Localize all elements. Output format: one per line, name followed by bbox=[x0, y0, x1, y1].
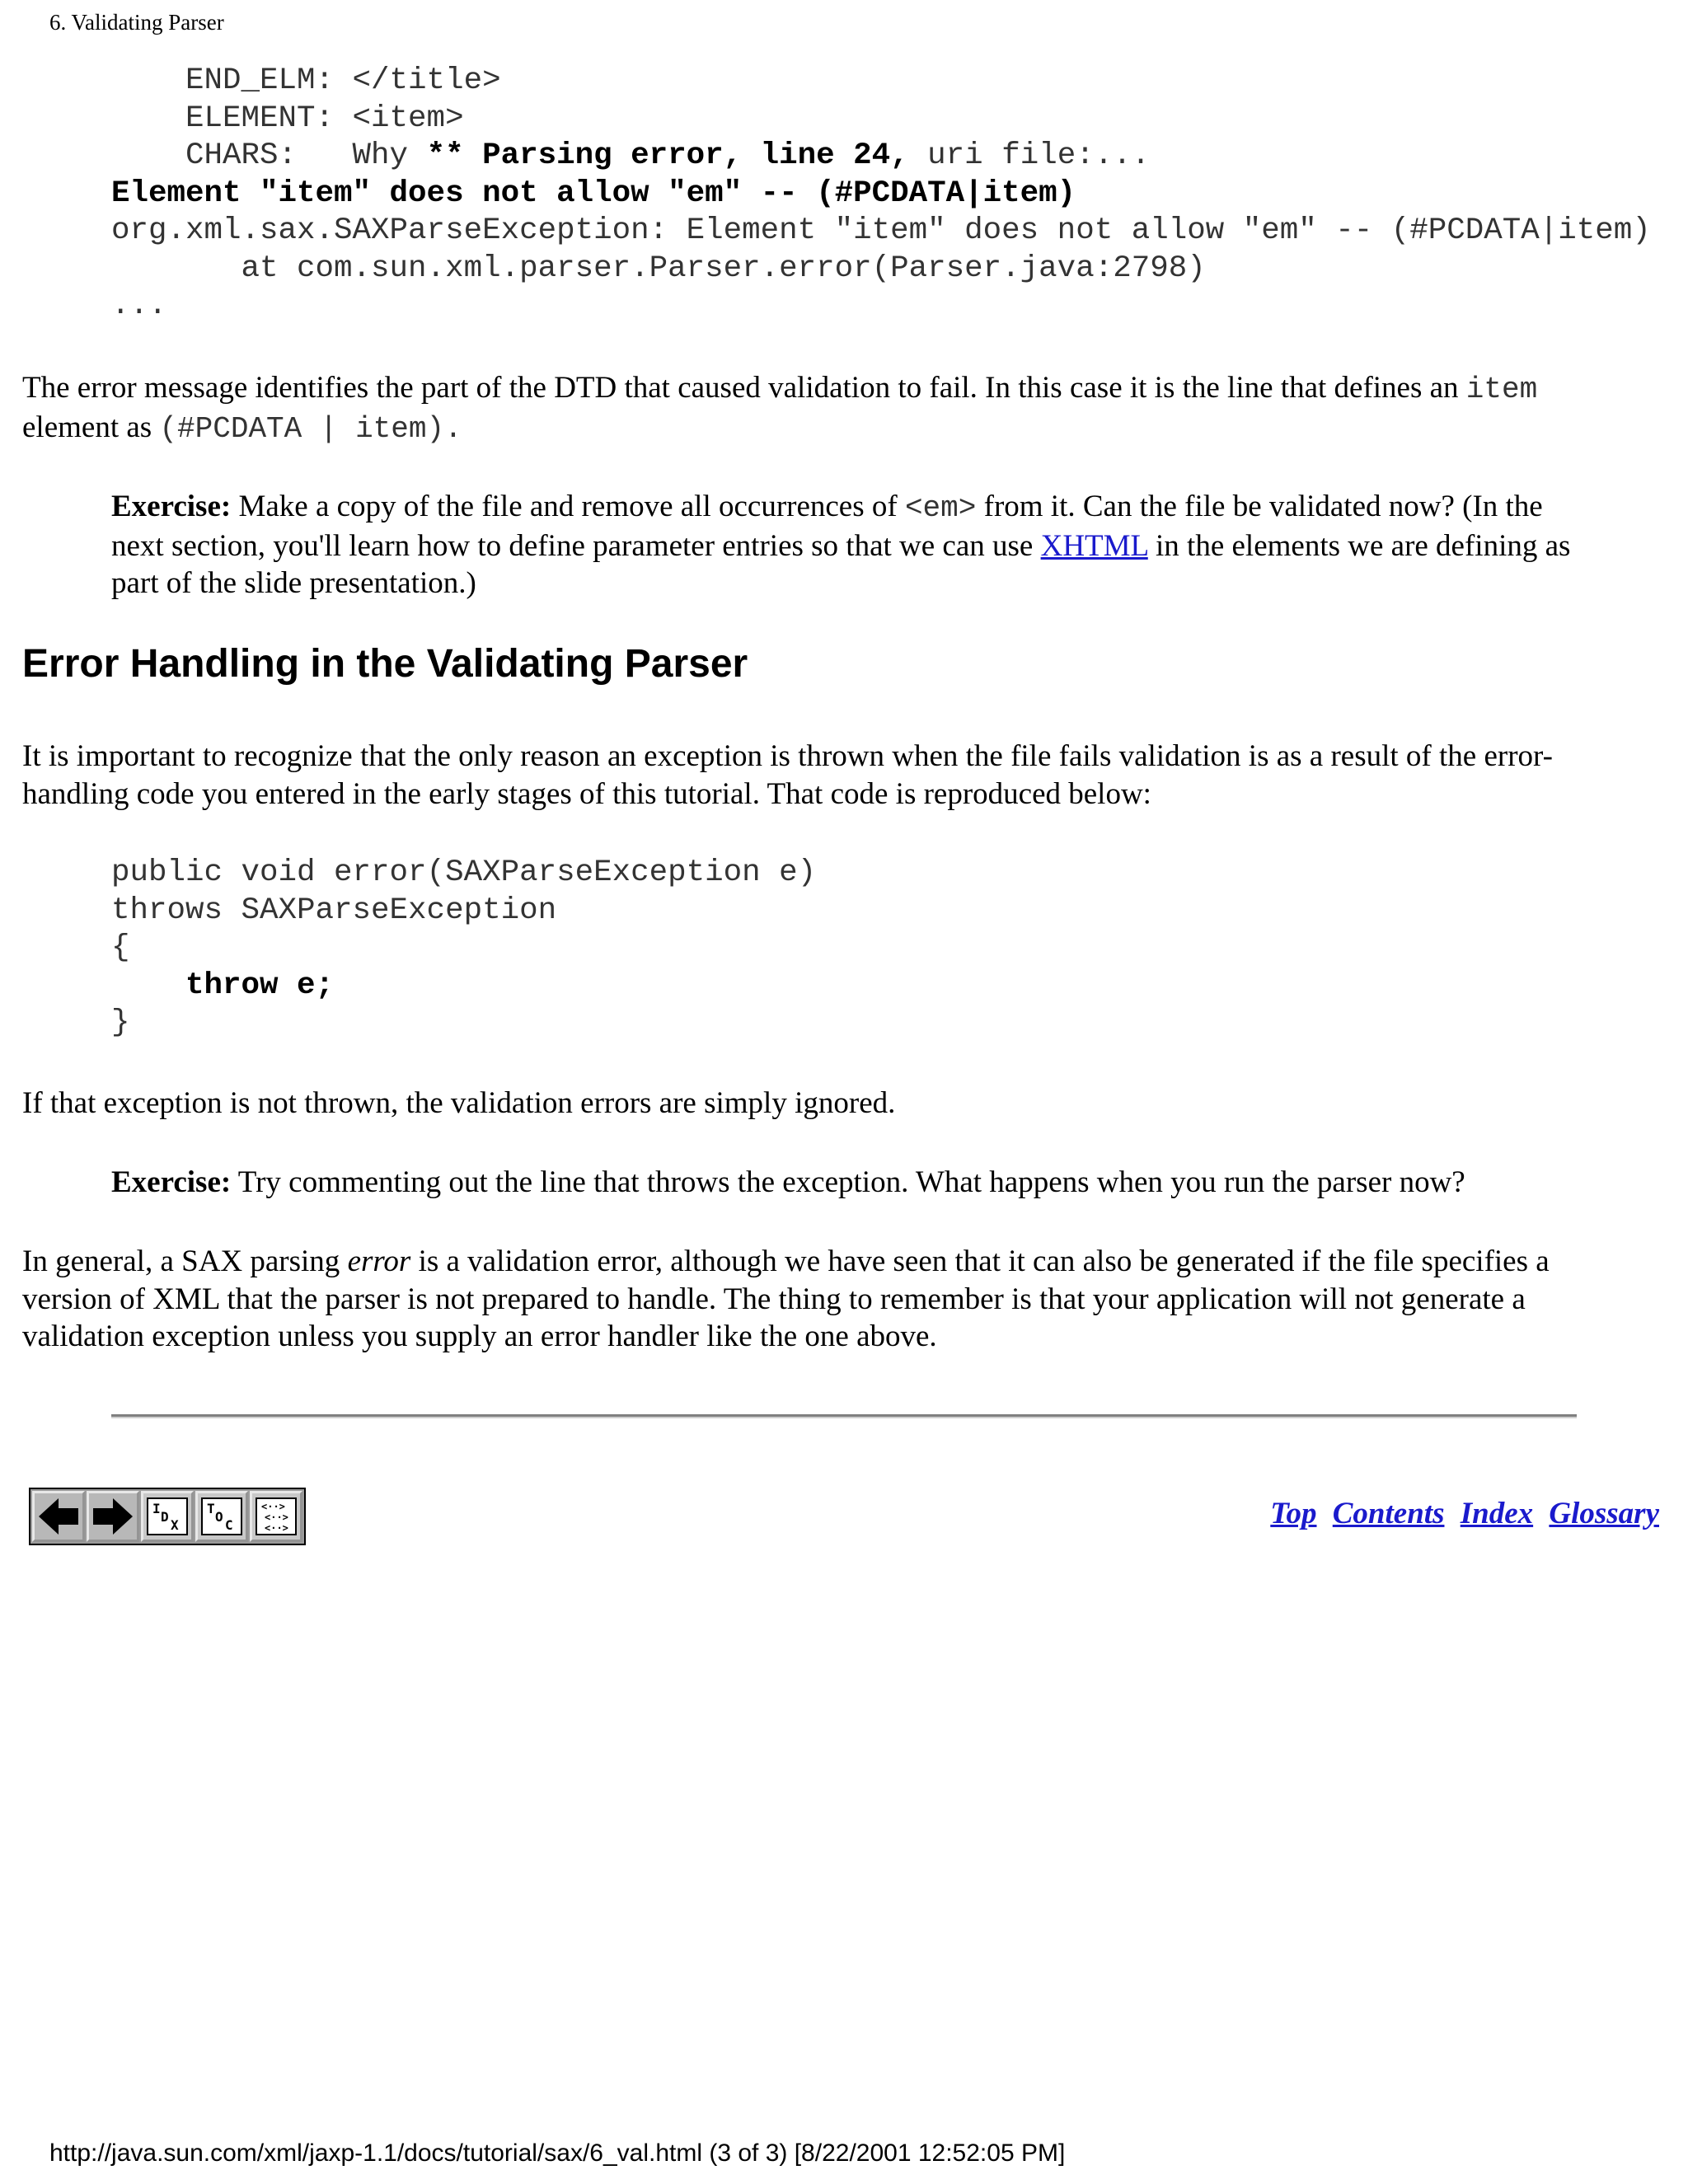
code-bold: throw e; bbox=[185, 968, 335, 1003]
code-bold: Element "item" does not allow "em" -- (#PCDATA|item) bbox=[111, 176, 1076, 211]
text: in the elements we are defining as part of the slide presentation.) bbox=[111, 528, 1571, 600]
exercise-label: Exercise: bbox=[111, 490, 232, 523]
next-arrow-icon[interactable] bbox=[87, 1491, 139, 1542]
svg-text:C: C bbox=[225, 1517, 233, 1533]
code-block-output bbox=[111, 63, 1651, 326]
code-line: END_ELM: </title> bbox=[111, 63, 501, 98]
code-line: uri file:... bbox=[908, 138, 1151, 173]
code-line: CHARS: Why bbox=[111, 138, 427, 173]
code-line: } bbox=[111, 1005, 130, 1040]
nav-icon-bar bbox=[29, 1488, 306, 1545]
code-bold: ** Parsing error, line 24, bbox=[426, 138, 909, 173]
text: is a validation error, although we have seen that it can also be generated if the file specifies a version of XML that the parser is not prepared to handle. The thing to remember is that your application will not generate a validation exception unless you supply an error handler like the one above. bbox=[22, 1244, 1550, 1353]
code-line: throws SAXParseException bbox=[111, 893, 557, 928]
horizontal-rule bbox=[111, 1414, 1577, 1418]
page-header-title: 6. Validating Parser bbox=[49, 10, 224, 35]
code-line: at com.sun.xml.parser.Parser.error(Parser.java:2798) bbox=[111, 251, 1206, 286]
link-index[interactable]: Index bbox=[1460, 1497, 1534, 1530]
svg-text:<··>: <··> bbox=[265, 1522, 288, 1534]
code-line: ... bbox=[111, 288, 167, 323]
exercise-2 bbox=[111, 1164, 1587, 1202]
exercise-label: Exercise: bbox=[111, 1165, 232, 1199]
paragraph-error-message bbox=[22, 369, 1588, 448]
section-heading: Error Handling in the Validating Parser bbox=[22, 642, 748, 686]
footer-url: http://java.sun.com/xml/jaxp-1.1/docs/tutorial/sax/6_val.html (3 of 3) [8/22/2001 12:52:05 PM] bbox=[49, 2139, 1066, 2167]
code-line: org.xml.sax.SAXParseException: Element "item" does not allow "em" -- (#PCDATA|item) bbox=[111, 213, 1651, 248]
paragraph-general bbox=[22, 1243, 1588, 1356]
inline-code: (#PCDATA | item). bbox=[159, 411, 462, 446]
text: Try commenting out the line that throws the exception. What happens when you run the parser now? bbox=[231, 1165, 1465, 1199]
nav-links bbox=[1262, 1496, 1659, 1531]
svg-text:T: T bbox=[207, 1501, 215, 1516]
text: element as bbox=[22, 410, 160, 444]
link-glossary[interactable]: Glossary bbox=[1549, 1497, 1659, 1530]
svg-text:X: X bbox=[171, 1517, 179, 1533]
code-line: public void error(SAXParseException e) bbox=[111, 855, 817, 890]
tree-icon[interactable] bbox=[250, 1491, 302, 1542]
text: In general, a SAX parsing bbox=[22, 1244, 348, 1278]
paragraph-error-handling: It is important to recognize that the only reason an exception is thrown when the file fails validation is as a result of the error-handling code you entered in the early stages of this tutorial. That code is reproduced below: bbox=[22, 739, 1553, 811]
exercise-1 bbox=[111, 488, 1587, 602]
svg-text:I: I bbox=[152, 1501, 161, 1516]
toc-icon[interactable] bbox=[195, 1491, 248, 1542]
paragraph-ignored: If that exception is not thrown, the validation errors are simply ignored. bbox=[22, 1086, 896, 1120]
link-contents[interactable]: Contents bbox=[1332, 1497, 1445, 1530]
svg-text:O: O bbox=[215, 1509, 223, 1525]
inline-code: <em> bbox=[904, 491, 977, 525]
text: The error message identifies the part of the DTD that caused validation to fail. In this case it is the line that defines an bbox=[22, 371, 1466, 405]
emphasis: error bbox=[347, 1244, 411, 1278]
previous-arrow-icon[interactable] bbox=[32, 1491, 85, 1542]
svg-text:D: D bbox=[161, 1509, 169, 1525]
code-line bbox=[111, 968, 185, 1003]
xhtml-link[interactable]: XHTML bbox=[1040, 528, 1148, 563]
code-line: { bbox=[111, 930, 130, 965]
svg-text:<··>: <··> bbox=[261, 1501, 285, 1512]
link-top[interactable]: Top bbox=[1270, 1497, 1317, 1530]
text: from it. Can the file be validated now? (In the next section, you'll learn how to define parameter entries so that we can use bbox=[111, 490, 1543, 563]
svg-text:<··>: <··> bbox=[265, 1511, 288, 1523]
inline-code: item bbox=[1465, 373, 1538, 406]
index-icon[interactable] bbox=[141, 1491, 194, 1542]
code-line: ELEMENT: <item> bbox=[111, 101, 464, 136]
code-block-error-handler bbox=[111, 855, 816, 1043]
text: Make a copy of the file and remove all occurrences of bbox=[231, 490, 905, 523]
